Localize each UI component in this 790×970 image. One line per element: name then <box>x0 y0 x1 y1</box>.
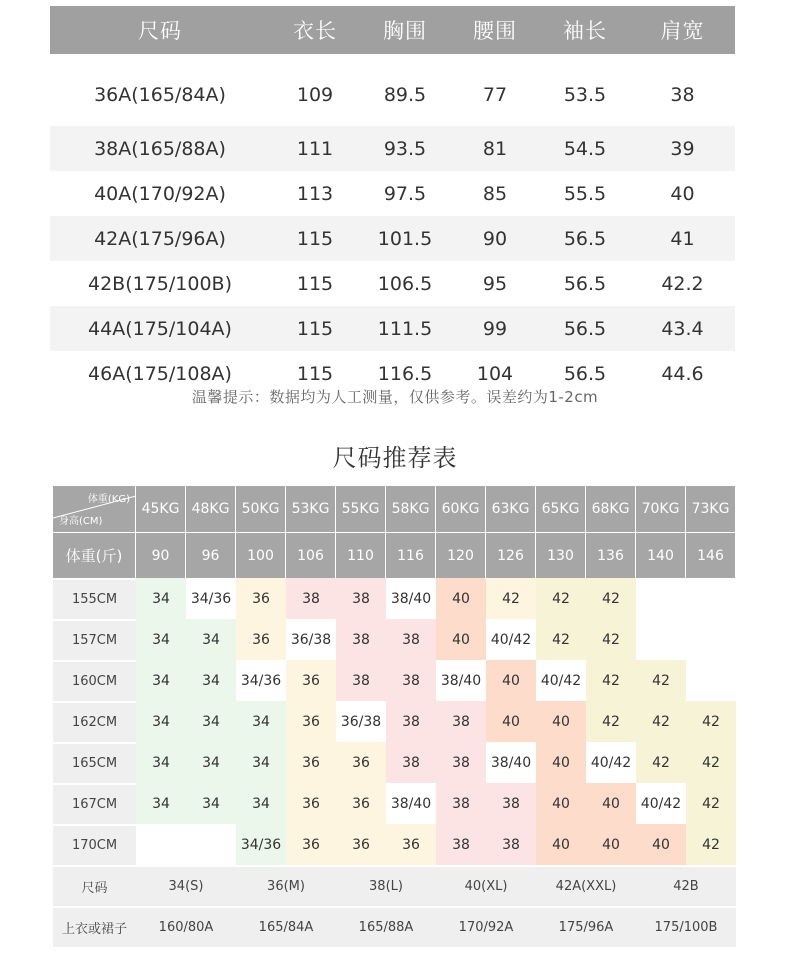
size-suggestion-cell: 36 <box>236 578 286 619</box>
size-suggestion-cell: 36 <box>286 701 336 742</box>
size-value-cell: 44.6 <box>661 362 704 385</box>
size-suggestion-cell: 38 <box>436 701 486 742</box>
weight-jin-header: 136 <box>586 532 636 578</box>
size-suggestion-cell: 42 <box>586 578 636 619</box>
size-code-cell: 42B <box>636 865 736 906</box>
header-size: 尺码 <box>50 6 270 54</box>
height-row-label: 155CM <box>53 578 136 619</box>
size-value-cell: 54.5 <box>540 126 630 171</box>
size-value-cell: 95 <box>482 272 508 295</box>
size-code-cell: 36(M) <box>236 865 336 906</box>
size-suggestion-cell: 34 <box>136 783 186 824</box>
weight-kg-header: 68KG <box>586 486 636 532</box>
size-suggestion-cell: 38 <box>336 660 386 701</box>
size-value-cell: 111.5 <box>360 306 450 351</box>
weight-kg-header: 55KG <box>336 486 386 532</box>
size-recommend-grid <box>53 486 736 947</box>
size-suggestion-cell: 38/40 <box>386 578 436 619</box>
size-suggestion-cell: 34 <box>186 619 236 660</box>
size-suggestion-cell: 40 <box>436 619 486 660</box>
size-suggestion-cell: 38 <box>436 742 486 783</box>
size-suggestion-cell: 34 <box>136 742 186 783</box>
size-value-cell: 81 <box>450 126 540 171</box>
size-value-cell: 90 <box>450 216 540 261</box>
size-suggestion-cell: 38 <box>386 619 436 660</box>
weight-jin-header: 140 <box>636 532 686 578</box>
weight-kg-header: 50KG <box>236 486 286 532</box>
size-value-cell: 115 <box>270 216 360 261</box>
size-suggestion-cell: 36 <box>286 742 336 783</box>
corner-header <box>53 486 136 532</box>
size-suggestion-cell: 34 <box>186 701 236 742</box>
size-suggestion-cell: 38 <box>386 660 436 701</box>
size-suggestion-cell: 38/40 <box>486 742 536 783</box>
size-suggestion-cell: 42 <box>486 578 536 619</box>
size-suggestion-cell: 36 <box>286 660 336 701</box>
size-value-cell: 113 <box>296 182 334 205</box>
garment-row-label: 上衣或裙子 <box>53 906 136 947</box>
size-value-cell: 89.5 <box>383 84 427 106</box>
size-suggestion-cell: 38 <box>386 742 436 783</box>
corner-weight-label: 体重(KG) <box>87 494 130 505</box>
size-suggestion-cell: 42 <box>536 619 586 660</box>
header-waist: 腰围 <box>450 6 540 54</box>
size-table-header <box>50 6 735 54</box>
weight-jin-header: 130 <box>536 532 586 578</box>
size-value-cell: 42.2 <box>661 272 704 295</box>
size-suggestion-cell: 36 <box>286 824 336 865</box>
weight-jin-header: 110 <box>336 532 386 578</box>
size-suggestion-cell: 42 <box>636 701 686 742</box>
size-suggestion-cell <box>686 660 736 701</box>
garment-spec-cell: 175/96A <box>536 906 636 947</box>
size-suggestion-cell: 34/36 <box>236 824 286 865</box>
size-suggestion-cell: 40 <box>636 824 686 865</box>
size-suggestion-cell <box>636 578 686 619</box>
garment-spec-cell: 165/84A <box>236 906 336 947</box>
size-row-label: 尺码 <box>53 865 136 906</box>
size-suggestion-cell: 42 <box>686 824 736 865</box>
size-suggestion-cell: 42 <box>636 742 686 783</box>
size-value-cell: 109 <box>296 84 334 106</box>
size-value-cell: 40 <box>670 182 695 205</box>
size-suggestion-cell: 38 <box>436 824 486 865</box>
size-name-cell: 42B(175/100B) <box>87 272 232 295</box>
garment-spec-cell: 170/92A <box>436 906 536 947</box>
size-name-cell: 46A(175/108A) <box>88 362 232 385</box>
size-suggestion-cell: 42 <box>586 619 636 660</box>
weight-jin-header: 100 <box>236 532 286 578</box>
weight-kg-header: 70KG <box>636 486 686 532</box>
size-suggestion-cell: 42 <box>636 660 686 701</box>
size-suggestion-cell: 40 <box>536 824 586 865</box>
size-suggestion-cell <box>686 578 736 619</box>
weight-jin-header: 106 <box>286 532 336 578</box>
size-value-cell: 93.5 <box>360 126 450 171</box>
weight-kg-header: 45KG <box>136 486 186 532</box>
size-value-cell: 97.5 <box>383 182 427 205</box>
size-suggestion-cell: 36/38 <box>336 701 386 742</box>
size-suggestion-cell: 42 <box>686 742 736 783</box>
size-suggestion-cell: 36 <box>336 783 386 824</box>
size-name-cell: 38A(165/88A) <box>50 126 270 171</box>
garment-spec-cell: 160/80A <box>136 906 236 947</box>
size-suggestion-cell: 34 <box>136 660 186 701</box>
size-value-cell: 77 <box>482 84 508 106</box>
height-row-label: 162CM <box>53 701 136 742</box>
size-suggestion-cell: 40 <box>536 701 586 742</box>
size-value-cell: 111 <box>270 126 360 171</box>
size-value-cell: 55.5 <box>563 182 607 205</box>
size-value-cell: 53.5 <box>563 84 607 106</box>
size-suggestion-cell: 36 <box>336 742 386 783</box>
weight-jin-header: 126 <box>486 532 536 578</box>
size-suggestion-cell: 36 <box>236 619 286 660</box>
size-suggestion-cell: 40 <box>536 783 586 824</box>
size-suggestion-cell: 40/42 <box>586 742 636 783</box>
size-suggestion-cell: 38/40 <box>386 783 436 824</box>
size-suggestion-cell: 40 <box>586 824 636 865</box>
size-suggestion-cell: 42 <box>686 701 736 742</box>
size-suggestion-cell: 38 <box>386 701 436 742</box>
size-suggestion-cell: 34 <box>186 783 236 824</box>
size-suggestion-cell: 40/42 <box>636 783 686 824</box>
recommend-title: 尺码推荐表 <box>332 444 458 472</box>
weight-kg-header: 60KG <box>436 486 486 532</box>
size-value-cell: 85 <box>482 182 508 205</box>
header-sleeve: 袖长 <box>540 6 630 54</box>
size-value-cell: 115 <box>270 306 360 351</box>
weight-kg-header: 53KG <box>286 486 336 532</box>
garment-spec-cell: 175/100B <box>636 906 736 947</box>
height-row-label: 165CM <box>53 742 136 783</box>
size-row <box>50 306 735 351</box>
header-chest: 胸围 <box>360 6 450 54</box>
size-value-cell: 116.5 <box>377 362 433 385</box>
size-suggestion-cell: 42 <box>686 783 736 824</box>
size-suggestion-cell: 34 <box>236 783 286 824</box>
garment-spec-cell: 165/88A <box>336 906 436 947</box>
weight-jin-label: 体重(斤) <box>53 532 136 578</box>
size-suggestion-cell: 34 <box>136 619 186 660</box>
size-value-cell: 115 <box>296 362 334 385</box>
weight-jin-header: 116 <box>386 532 436 578</box>
size-suggestion-cell: 36 <box>386 824 436 865</box>
size-suggestion-cell: 38 <box>486 783 536 824</box>
size-code-cell: 40(XL) <box>436 865 536 906</box>
size-suggestion-cell: 40 <box>436 578 486 619</box>
size-suggestion-cell <box>686 619 736 660</box>
size-value-cell: 38 <box>670 84 695 106</box>
size-value-cell: 56.5 <box>540 306 630 351</box>
size-value-cell: 56.5 <box>563 272 607 295</box>
weight-jin-header: 120 <box>436 532 486 578</box>
size-suggestion-cell: 40/42 <box>536 660 586 701</box>
weight-jin-header: 96 <box>186 532 236 578</box>
size-name-cell: 36A(165/84A) <box>94 84 226 106</box>
size-row <box>50 54 735 126</box>
size-suggestion-cell: 42 <box>586 660 636 701</box>
size-suggestion-cell: 36 <box>336 824 386 865</box>
size-suggestion-cell: 34 <box>236 701 286 742</box>
height-row-label: 157CM <box>53 619 136 660</box>
size-value-cell: 43.4 <box>630 306 735 351</box>
height-row-label: 160CM <box>53 660 136 701</box>
weight-jin-header: 146 <box>686 532 736 578</box>
corner-height-label: 身高(CM) <box>59 516 103 527</box>
size-suggestion-cell: 42 <box>536 578 586 619</box>
size-suggestion-cell: 38/40 <box>436 660 486 701</box>
size-value-cell: 56.5 <box>563 362 607 385</box>
size-suggestion-cell: 38 <box>286 578 336 619</box>
size-suggestion-cell: 38 <box>436 783 486 824</box>
size-suggestion-cell: 40 <box>586 783 636 824</box>
size-suggestion-cell: 40 <box>486 701 536 742</box>
size-suggestion-cell: 34 <box>236 742 286 783</box>
weight-kg-header: 48KG <box>186 486 236 532</box>
size-value-cell: 104 <box>476 362 514 385</box>
size-value-cell: 99 <box>450 306 540 351</box>
size-row <box>50 216 735 261</box>
weight-jin-header: 90 <box>136 532 186 578</box>
size-value-cell: 106.5 <box>377 272 433 295</box>
size-row <box>50 171 735 216</box>
size-suggestion-cell: 34 <box>186 742 236 783</box>
size-code-cell: 34(S) <box>136 865 236 906</box>
size-value-cell: 41 <box>630 216 735 261</box>
size-name-cell: 40A(170/92A) <box>94 182 226 205</box>
size-row <box>50 126 735 171</box>
size-value-cell: 39 <box>630 126 735 171</box>
size-suggestion-cell <box>136 824 186 865</box>
measurement-note: 温馨提示：数据均为人工测量，仅供参考。误差约为1-2cm <box>191 388 599 406</box>
size-value-cell: 115 <box>296 272 334 295</box>
size-code-cell: 42A(XXL) <box>536 865 636 906</box>
size-suggestion-cell: 36/38 <box>286 619 336 660</box>
size-suggestion-cell: 36 <box>286 783 336 824</box>
size-suggestion-cell: 38 <box>336 578 386 619</box>
size-suggestion-cell: 40 <box>486 660 536 701</box>
size-suggestion-cell <box>636 619 686 660</box>
size-suggestion-cell: 38 <box>486 824 536 865</box>
header-length: 衣长 <box>270 6 360 54</box>
height-row-label: 170CM <box>53 824 136 865</box>
size-row <box>50 261 735 306</box>
size-suggestion-cell: 42 <box>586 701 636 742</box>
size-suggestion-cell: 34 <box>136 701 186 742</box>
size-suggestion-cell: 40/42 <box>486 619 536 660</box>
size-name-cell: 42A(175/96A) <box>50 216 270 261</box>
size-suggestion-cell <box>186 824 236 865</box>
height-row-label: 167CM <box>53 783 136 824</box>
size-table <box>50 6 735 396</box>
weight-kg-header: 63KG <box>486 486 536 532</box>
size-value-cell: 56.5 <box>540 216 630 261</box>
size-suggestion-cell: 34/36 <box>186 578 236 619</box>
size-name-cell: 44A(175/104A) <box>50 306 270 351</box>
size-suggestion-cell: 34 <box>186 660 236 701</box>
size-code-cell: 38(L) <box>336 865 436 906</box>
header-shoulder: 肩宽 <box>630 6 735 54</box>
weight-kg-header: 65KG <box>536 486 586 532</box>
size-suggestion-cell: 38 <box>336 619 386 660</box>
weight-kg-header: 58KG <box>386 486 436 532</box>
size-suggestion-cell: 34/36 <box>236 660 286 701</box>
size-suggestion-cell: 40 <box>536 742 586 783</box>
size-suggestion-cell: 34 <box>136 578 186 619</box>
weight-kg-header: 73KG <box>686 486 736 532</box>
size-value-cell: 101.5 <box>360 216 450 261</box>
